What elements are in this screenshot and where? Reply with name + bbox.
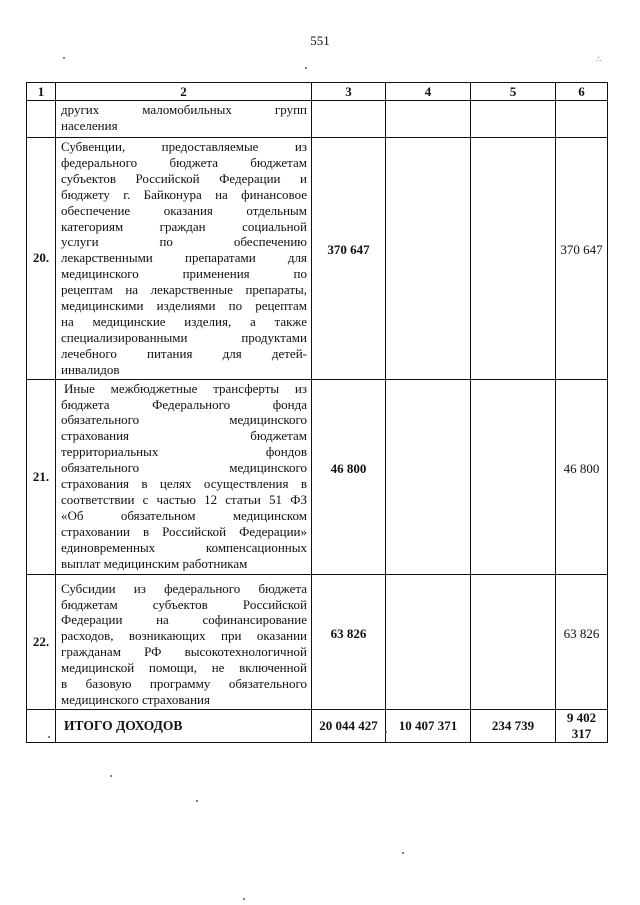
desc-line: на медицинские изделия, а также xyxy=(61,313,307,329)
table-row-20 xyxy=(27,138,608,380)
desc-line: Федерации на софинансирование xyxy=(61,612,307,628)
table-row-continuation xyxy=(27,101,608,138)
desc-line: рецептам на лекарственные препараты, xyxy=(61,282,307,298)
header-col-2: 2 xyxy=(56,83,312,101)
scan-speck xyxy=(48,736,50,738)
desc-line: соответствии с частью 12 статьи 51 ФЗ xyxy=(61,491,307,507)
header-col-5: 5 xyxy=(471,83,556,101)
row-number: 22. xyxy=(27,574,56,709)
desc-line: «Об обязательном медицинском xyxy=(61,507,307,523)
desc-line: бюджету г. Байконура на финансовое xyxy=(61,186,307,202)
cell-col-5 xyxy=(471,379,556,574)
table-row-21 xyxy=(27,379,608,574)
row-number: 20. xyxy=(27,138,56,380)
desc-line: медицинскими изделиями по рецептам xyxy=(61,298,307,314)
desc-line: Иные межбюджетные трансферты из xyxy=(64,380,307,396)
header-col-3: 3 xyxy=(312,83,386,101)
desc-line: страхования бюджетам xyxy=(61,428,307,444)
desc-line: территориальных фондов xyxy=(61,444,307,460)
desc-line: федерального бюджета бюджетам xyxy=(61,154,307,170)
table-total-row xyxy=(27,709,608,742)
row-description xyxy=(56,101,312,138)
corner-scribble: ∴ xyxy=(596,55,602,64)
desc-line: Субсидии из федерального бюджета xyxy=(61,580,307,596)
desc-line: бюджетам субъектов Российской xyxy=(61,596,307,612)
scan-speck xyxy=(402,852,404,854)
total-label: ИТОГО ДОХОДОВ xyxy=(56,709,312,742)
desc-line: выплат медицинским работникам xyxy=(61,555,248,571)
desc-line: других маломобильных групп xyxy=(61,102,307,117)
total-col-5: 234 739 xyxy=(471,709,556,742)
desc-line: лекарственными препаратами для xyxy=(61,250,307,266)
budget-table xyxy=(26,82,608,743)
scan-speck xyxy=(63,57,65,59)
desc-line: обязательного медицинского xyxy=(61,412,307,428)
header-col-1: 1 xyxy=(27,83,56,101)
cell-col-5 xyxy=(471,138,556,380)
row-number xyxy=(27,709,56,742)
desc-line: инвалидов xyxy=(61,361,120,377)
desc-line: услуги по обеспечению xyxy=(61,234,307,250)
row-description xyxy=(56,379,312,574)
cell-col-4 xyxy=(386,379,471,574)
desc-line: гражданам РФ высокотехнологичной xyxy=(61,644,307,660)
table-row-22 xyxy=(27,574,608,709)
desc-line: категориям граждан социальной xyxy=(61,218,307,234)
desc-line: бюджета Федерального фонда xyxy=(61,396,307,412)
desc-line: населения xyxy=(61,117,118,133)
desc-line: обеспечение оказания отдельным xyxy=(61,202,307,218)
header-col-6: 6 xyxy=(556,83,608,101)
cell-col-6: 370 647 xyxy=(556,138,608,380)
header-col-4: 4 xyxy=(386,83,471,101)
desc-line: обязательного медицинского xyxy=(61,460,307,476)
cell-col-3: 370 647 xyxy=(312,138,386,380)
cell-col-4 xyxy=(386,138,471,380)
desc-line: расходов, возникающих при оказании xyxy=(61,628,307,644)
desc-line: медицинского применения по xyxy=(61,266,307,282)
scan-speck xyxy=(110,775,112,777)
desc-line: субъектов Российской Федерации и xyxy=(61,170,307,186)
total-col-6: 9 402 317 xyxy=(556,709,608,742)
scan-speck xyxy=(385,731,387,733)
desc-line: Субвенции, предоставляемые из xyxy=(61,139,307,154)
row-number xyxy=(27,101,56,138)
cell-col-5 xyxy=(471,574,556,709)
scan-speck xyxy=(243,898,245,900)
desc-line: специализированными продуктами xyxy=(61,329,307,345)
row-description xyxy=(56,574,312,709)
desc-line: лечебного питания для детей- xyxy=(61,345,307,361)
desc-line: страховании в Российской Федерации» xyxy=(61,523,307,539)
desc-line: в базовую программу обязательного xyxy=(61,676,307,692)
desc-line: страхования в целях осуществления в xyxy=(61,476,307,492)
table-header-row xyxy=(27,83,608,101)
scan-speck xyxy=(305,67,307,69)
row-number: 21. xyxy=(27,379,56,574)
cell-col-6: 46 800 xyxy=(556,379,608,574)
desc-line: медицинского страхования xyxy=(61,691,210,707)
cell-col-4 xyxy=(386,574,471,709)
cell-col-6: 63 826 xyxy=(556,574,608,709)
scan-speck xyxy=(196,800,198,802)
page-number: 551 xyxy=(310,33,330,48)
total-col-4: 10 407 371 xyxy=(386,709,471,742)
cell-col-3: 46 800 xyxy=(312,379,386,574)
cell-col-3: 63 826 xyxy=(312,574,386,709)
row-description xyxy=(56,138,312,380)
desc-line: единовременных компенсационных xyxy=(61,539,307,555)
total-col-3: 20 044 427 xyxy=(312,709,386,742)
desc-line: медицинской помощи, не включенной xyxy=(61,660,307,676)
